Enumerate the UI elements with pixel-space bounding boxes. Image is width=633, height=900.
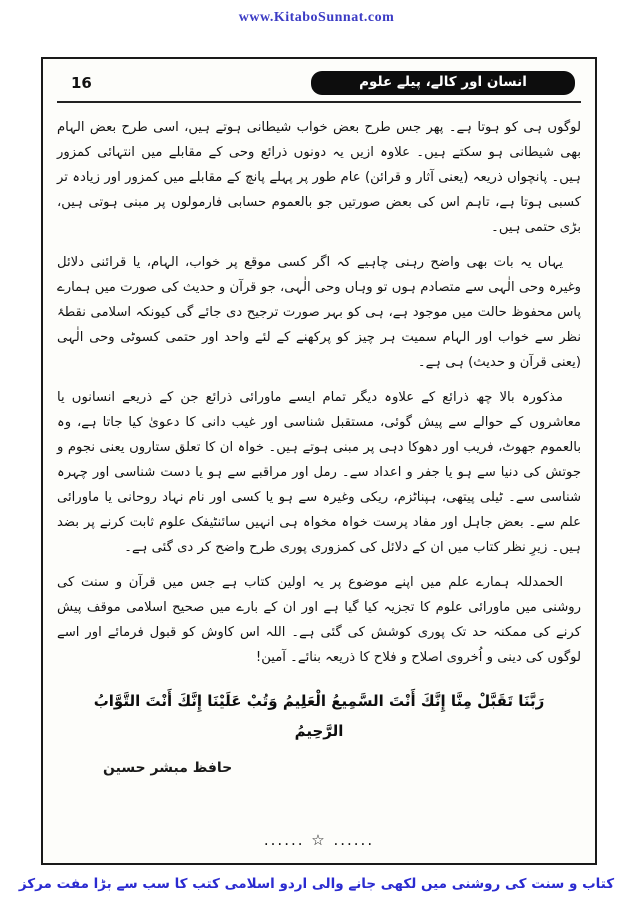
page-body bbox=[57, 115, 581, 776]
body-paragraph: یہاں یہ بات بھی واضح رہنی چاہیے کہ اگر کسی موقع پر خواب، الہام، یا قرائنی دلائل وغیرہ وحی الٰہی سے متصادم ہوں تو وہاں وحی الٰہی، جو قرآن و حدیث کی صورت میں ہمارے پاس محفوظ حالت میں موجود ہے، ہی کو بہر صورت ترجیح دی جائے گی کیونکہ اسلامی نقطۂ نظر سے خواب اور الہام سمیت ہر چیز کو پرکھنے کے لئے واحد اور حتمی کسوٹی وحی الٰہی (یعنی قرآن و حدیث) ہی ہے۔ bbox=[57, 255, 581, 370]
scanned-page bbox=[41, 57, 597, 865]
author-signature: حافظ مبشر حسین bbox=[103, 760, 233, 776]
watermark-link[interactable]: www.KitaboSunnat.com bbox=[238, 10, 395, 25]
arabic-dua: رَبَّنَا تَقَبَّلْ مِنَّا إِنَّكَ أَنْتَ السَّمِيعُ الْعَلِيمُ وَتُبْ عَلَيْنَا إِنَّكَ أَنْتَ التَّوَّابُ الرَّحِيمُ bbox=[93, 692, 545, 740]
body-paragraph: لوگوں ہی کو ہوتا ہے۔ پھر جس طرح بعض خواب شیطانی ہوتے ہیں، اسی طرح بعض الہام بھی شیطانی ہو سکتے ہیں۔ علاوہ ازیں یہ دونوں ذرائع وحی کے مقابلے میں انتہائی کمزور ہیں۔ پانچواں ذریعہ (یعنی آثار و قرائن) عام طور پر پہلے پانچ کے مقابلے میں کمزور اور زیادہ تر کسبی ہوتا ہے، تاہم اس کی بعض صورتیں جو بالعموم حسابی فارمولوں پر مبنی ہوتی ہیں، بڑی حتمی ہیں۔ bbox=[57, 120, 581, 235]
chapter-title-badge: انسان اور کالے، پیلے علوم bbox=[311, 71, 575, 95]
page-number: 16 bbox=[71, 74, 92, 92]
footer-tagline: کتاب و سنت کی روشنی میں لکھی جانے والی اردو اسلامی کتب کا سب سے بڑا مفت مرکز bbox=[18, 876, 615, 892]
body-paragraph: الحمدللہ ہمارے علم میں اپنے موضوع پر یہ اولین کتاب ہے جس میں قرآن و سنت کی روشنی میں ماورائی علوم کا تجزیہ کیا گیا ہے اور ان کے بارے میں صحیح اسلامی موقف پیش کرنے کی ممکنہ حد تک پوری کوشش کی گئی ہے۔ اللہ اس کاوش کو قبول فرمائے اور اسے لوگوں کی دینی و اُخروی اصلاح و فلاح کا ذریعہ بنائے۔ آمین! bbox=[57, 575, 581, 665]
page-header bbox=[57, 69, 581, 103]
section-end-ornament: ...... ☆ ...... bbox=[263, 831, 375, 849]
body-paragraph: مذکورہ بالا چھ ذرائع کے علاوہ دیگر تمام ایسے ماورائی ذرائع جن کے ذریعے انسانوں یا معاشروں کے حوالے سے پیش گوئی، مستقبل شناسی اور غیب دانی کا دعویٰ کیا جاتا ہے، وہ بالعموم جھوٹ، فریب اور دھوکا دہی پر مبنی ہوتے ہیں۔ خواہ ان کا تعلق ستاروں یعنی نجوم و جوتش کی دنیا سے ہو یا جفر و اعداد سے۔ رمل اور مراقبے سے ہو یا دست شناسی اور چہرہ شناسی سے۔ ٹیلی پیتھی، ہپناٹزم، ریکی وغیرہ سے ہو یا کسی اور نام نہاد روحانی یا ماورائی علم سے۔ بعض جاہل اور مفاد پرست خواہ مخواہ ہی انہیں سائنٹیفک علوم ثابت کرنے پر بضد ہیں۔ زیرِ نظر کتاب میں ان کے دلائل کی کمزوری پوری طرح واضح کر دی گئی ہے۔ bbox=[57, 390, 581, 555]
